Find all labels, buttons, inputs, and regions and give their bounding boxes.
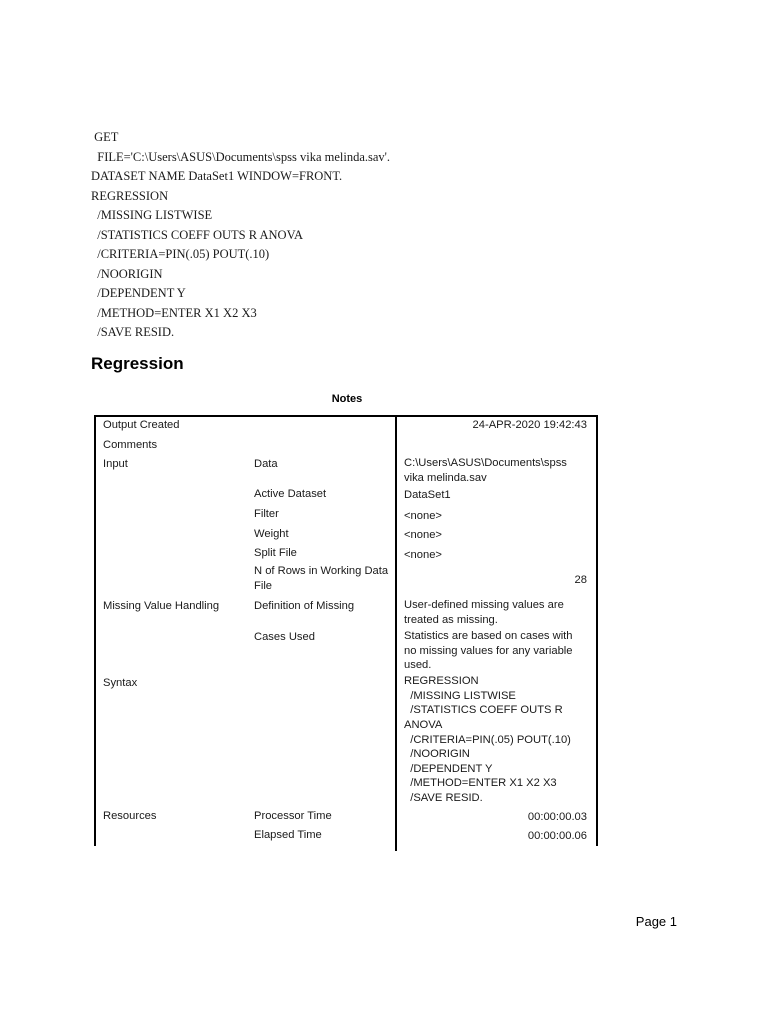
- syntax-line: /MISSING LISTWISE: [91, 208, 213, 222]
- input-label: Input: [103, 458, 128, 470]
- syntax-line: REGRESSION: [91, 189, 169, 203]
- weight-label: Weight: [254, 528, 289, 540]
- missing-value-handling-label: Missing Value Handling: [103, 600, 220, 612]
- syntax-value-line: /NOORIGIN: [404, 748, 470, 760]
- data-label: Data: [254, 458, 278, 470]
- split-file-label: Split File: [254, 547, 297, 559]
- column-divider: [395, 415, 397, 851]
- syntax-line: FILE='C:\Users\ASUS\Documents\spss vika melinda.sav'.: [91, 150, 391, 164]
- syntax-line: /METHOD=ENTER X1 X2 X3: [91, 306, 257, 320]
- n-rows-label: N of Rows in Working Data File: [254, 565, 389, 592]
- elapsed-time-value: 00:00:00.06: [527, 830, 587, 842]
- cases-used-label: Cases Used: [254, 631, 315, 643]
- syntax-label: Syntax: [103, 677, 138, 689]
- processor-time-value: 00:00:00.03: [527, 811, 587, 823]
- syntax-value-line: /MISSING LISTWISE: [404, 690, 516, 702]
- definition-of-missing-label: Definition of Missing: [254, 600, 355, 612]
- resources-label: Resources: [103, 810, 157, 822]
- syntax-value-line: /STATISTICS COEFF OUTS R: [404, 704, 563, 716]
- syntax-value-line: /METHOD=ENTER X1 X2 X3: [404, 777, 557, 789]
- data-value: C:\Users\ASUS\Documents\spss vika melinda.sav: [404, 457, 567, 484]
- cases-used-value: Statistics are based on cases with no missing values for any variable used.: [404, 630, 573, 671]
- active-dataset-label: Active Dataset: [254, 488, 327, 500]
- definition-of-missing-value: User-defined missing values are treated as missing.: [404, 599, 564, 626]
- split-file-value: <none>: [404, 549, 442, 561]
- syntax-value-line: /SAVE RESID.: [404, 792, 483, 804]
- n-rows-value: 28: [574, 574, 587, 586]
- syntax-value-line: /DEPENDENT Y: [404, 763, 493, 775]
- syntax-line: /SAVE RESID.: [91, 325, 175, 339]
- syntax-line: /DEPENDENT Y: [91, 286, 186, 300]
- syntax-line: /CRITERIA=PIN(.05) POUT(.10): [91, 247, 270, 261]
- elapsed-time-label: Elapsed Time: [254, 829, 322, 841]
- filter-label: Filter: [254, 508, 279, 520]
- syntax-line: /NOORIGIN: [91, 267, 163, 281]
- notes-table-title: Notes: [331, 393, 363, 405]
- syntax-value-line: /CRITERIA=PIN(.05) POUT(.10): [404, 734, 571, 746]
- processor-time-label: Processor Time: [254, 810, 332, 822]
- syntax-line: DATASET NAME DataSet1 WINDOW=FRONT.: [91, 169, 343, 183]
- filter-value: <none>: [404, 510, 442, 522]
- syntax-line: GET: [91, 130, 119, 144]
- active-dataset-value: DataSet1: [404, 489, 451, 501]
- page-number: Page 1: [635, 914, 677, 929]
- syntax-value-line: ANOVA: [404, 719, 443, 731]
- output-created-label: Output Created: [103, 419, 180, 431]
- output-created-value: 24-APR-2020 19:42:43: [472, 419, 587, 431]
- comments-label: Comments: [103, 439, 158, 451]
- section-heading: Regression: [91, 354, 184, 373]
- weight-value: <none>: [404, 529, 442, 541]
- syntax-line: /STATISTICS COEFF OUTS R ANOVA: [91, 228, 304, 242]
- syntax-value-line: REGRESSION: [404, 675, 479, 687]
